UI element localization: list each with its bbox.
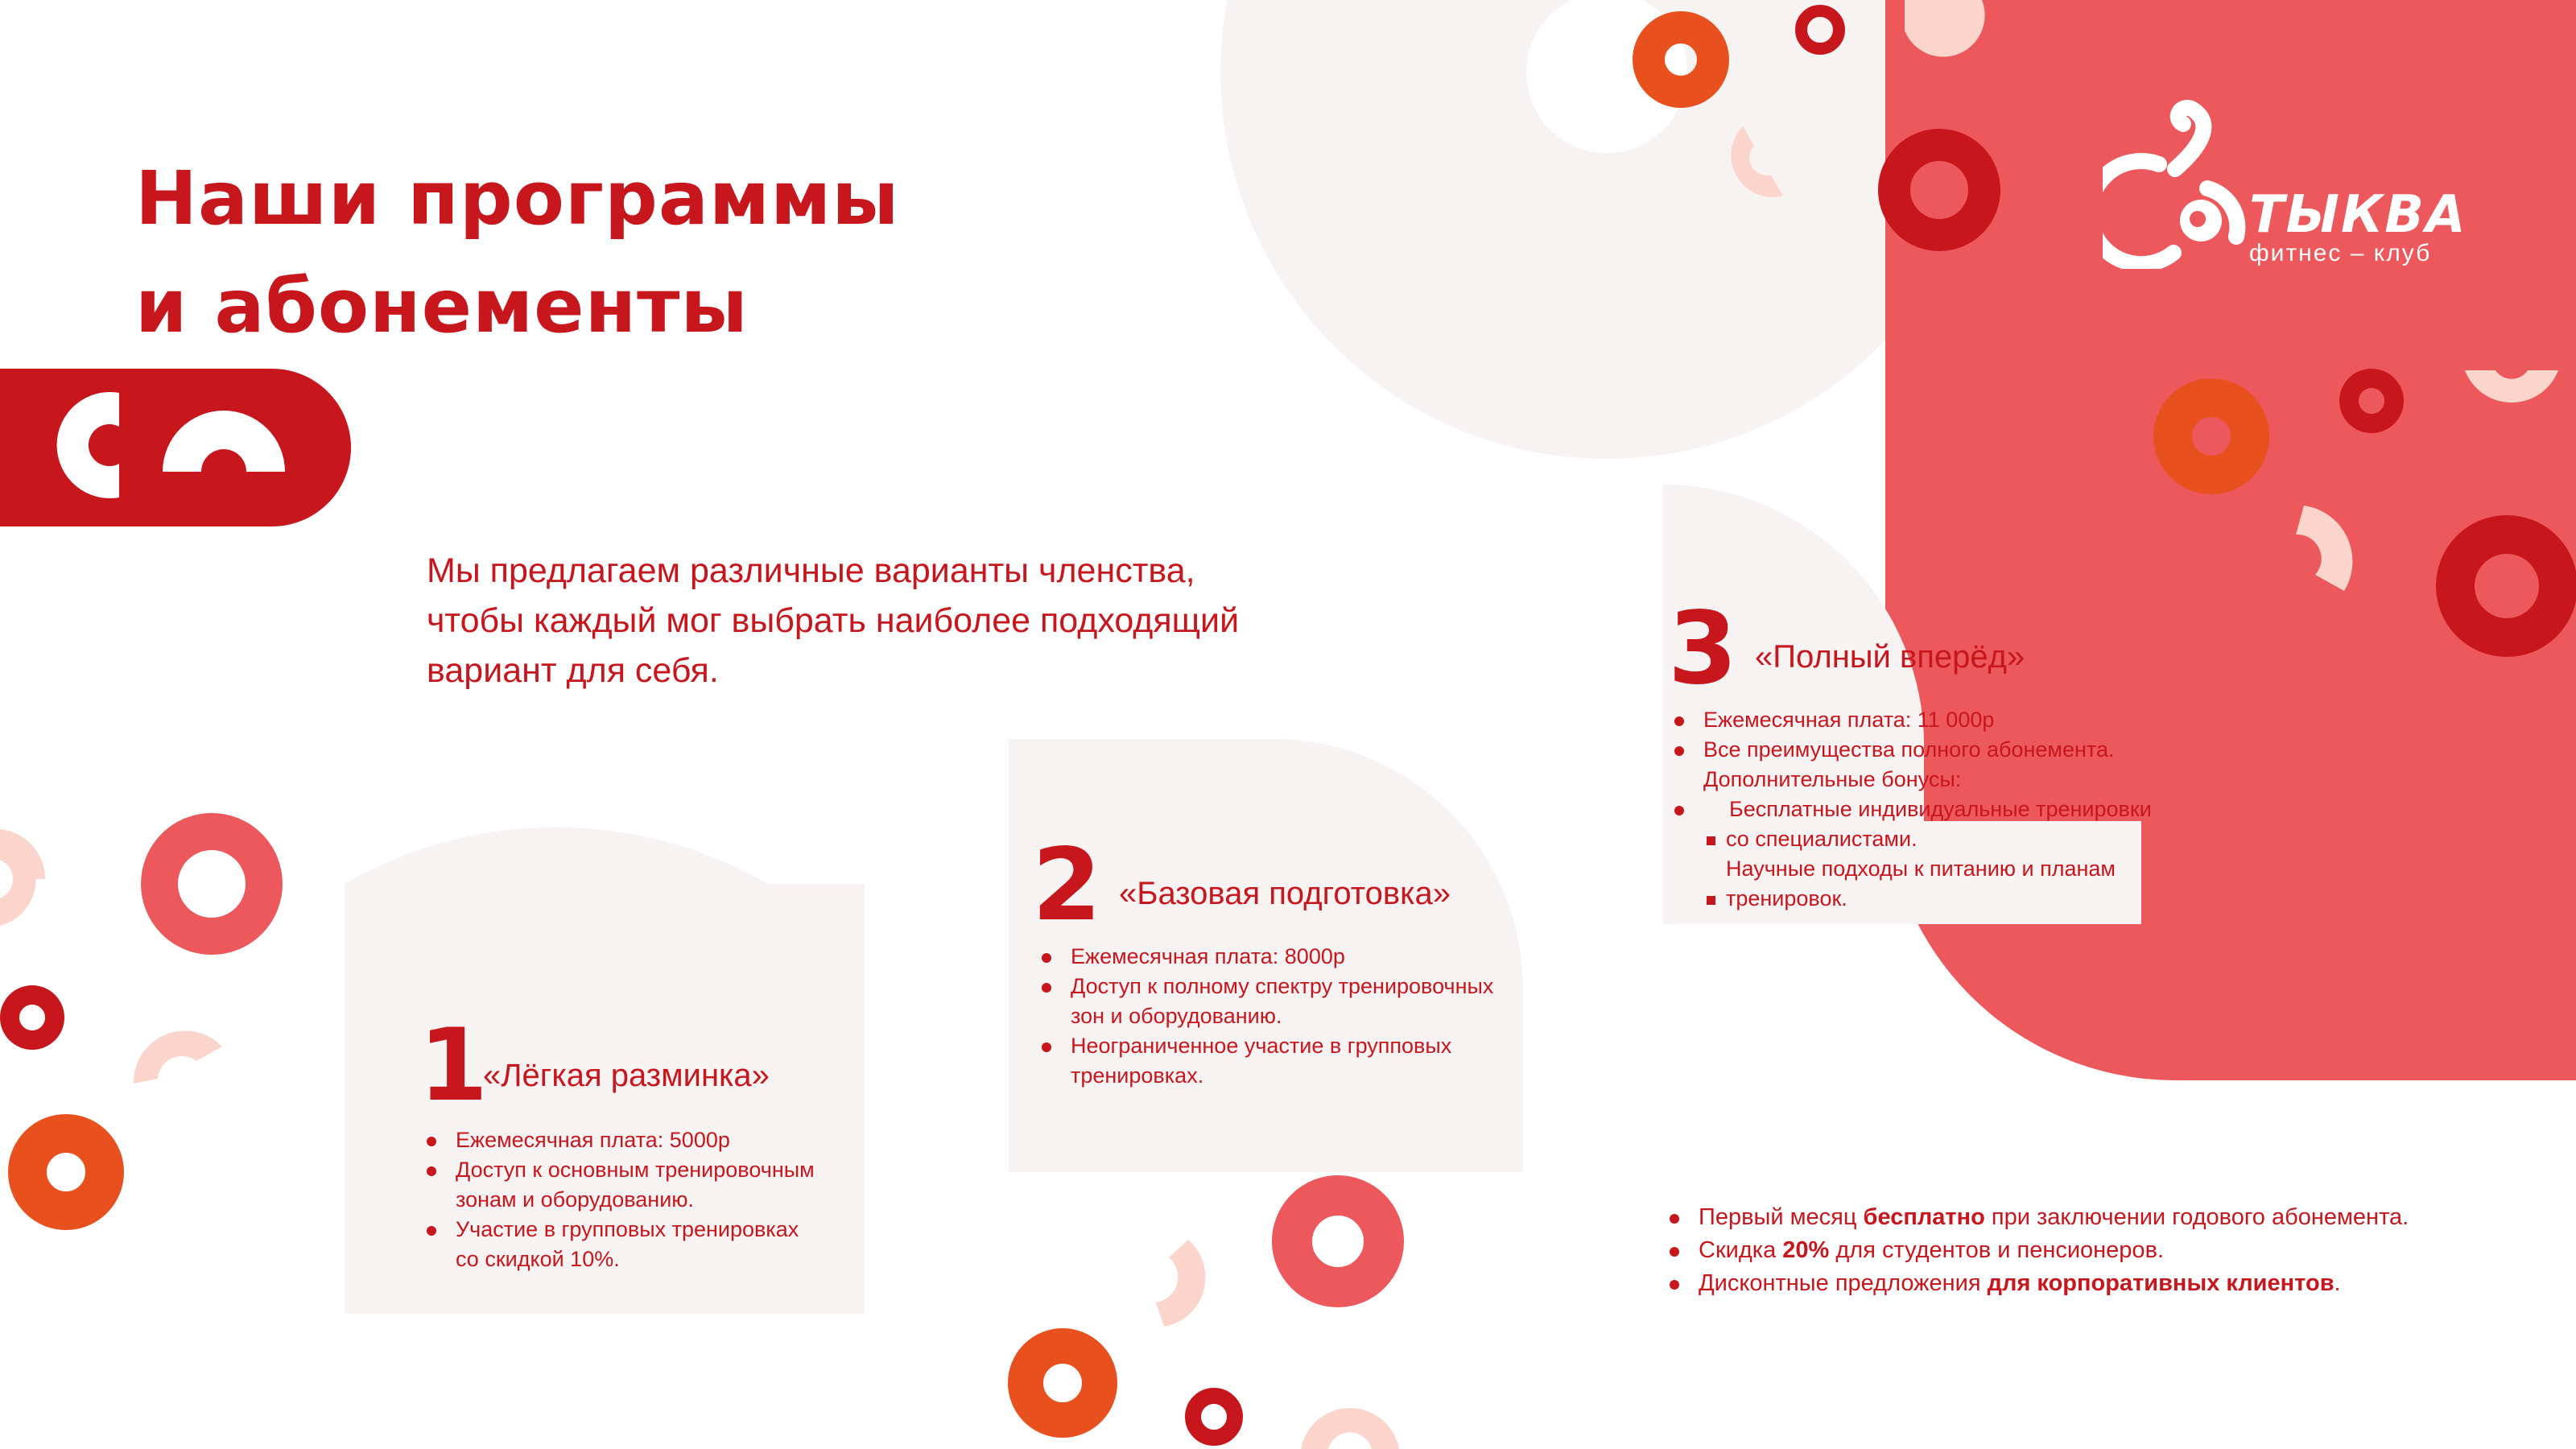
logo-name: ТЫКВА: [2249, 185, 2467, 245]
pumpkin-logo-icon: [2103, 100, 2272, 269]
offer-text: .: [2334, 1270, 2341, 1296]
plan-1-number: 1: [419, 1008, 489, 1124]
intro-line: вариант для себя.: [427, 651, 719, 690]
list-item: [1666, 1267, 2409, 1300]
offer-text: при заключении годового абонемента.: [1984, 1204, 2409, 1230]
pink-segment-decor-4: [2296, 506, 2352, 591]
list-item: Ежемесячная плата: 11 000р: [1671, 705, 2152, 735]
offer-highlight: бесплатно: [1863, 1204, 1985, 1230]
list-item: Доступ к основным тренировочным: [423, 1155, 815, 1185]
offer-text: Дисконтные предложения: [1699, 1270, 1988, 1296]
title-line-2: и абонементы: [135, 263, 749, 349]
offer-highlight: 20%: [1782, 1237, 1830, 1263]
offer-text: для студентов и пенсионеров.: [1829, 1237, 2165, 1263]
offer-text: Первый месяц: [1699, 1204, 1864, 1230]
page-title: [135, 145, 900, 361]
list-item: [1666, 1201, 2409, 1234]
pink-segment-decor-9: [1301, 1408, 1399, 1449]
plan-3-number: 3: [1668, 591, 1738, 707]
list-item: Все преимущества полного абонемента.: [1671, 735, 2152, 765]
list-item: Научные подходы к питанию и планам: [1726, 857, 2116, 881]
list-item: Ежемесячная плата: 8000р: [1038, 942, 1493, 972]
list-item: Участие в групповых тренировках: [423, 1215, 815, 1245]
plan-2-name: «Базовая подготовка»: [1119, 876, 1451, 911]
list-item: Ежемесячная плата: 5000р: [423, 1125, 815, 1155]
list-item: со скидкой 10%.: [456, 1247, 620, 1271]
list-item: тренировок.: [1671, 884, 2152, 914]
pink-segment-decor-3: [2465, 370, 2558, 402]
pink-segment-decor-2: [1716, 126, 1783, 211]
title-line-1: Наши программы: [135, 155, 900, 242]
intro-text: [427, 546, 1239, 696]
list-item: зонам и оборудованию.: [456, 1187, 695, 1212]
plan-1-name: «Лёгкая разминка»: [483, 1058, 770, 1093]
plan-3-features: [1671, 705, 2152, 914]
list-item: Доступ к полному спектру тренировочных: [1038, 972, 1493, 1001]
extra-offers: [1666, 1201, 2409, 1300]
logo-subtitle: фитнес – клуб: [2249, 240, 2432, 266]
plan-2-number: 2: [1032, 828, 1102, 943]
plan-1-features: [423, 1125, 815, 1274]
pink-segment-decor-8: [1156, 1240, 1205, 1327]
plan-3-name: «Полный вперёд»: [1755, 639, 2025, 675]
offer-highlight: для корпоративных клиентов: [1987, 1270, 2334, 1296]
pink-segment-decor-7: [134, 1030, 222, 1084]
pink-segment-decor-6: [0, 829, 45, 879]
offer-text: Скидка: [1699, 1237, 1783, 1263]
intro-line: Мы предлагаем различные варианты членства,: [427, 551, 1195, 590]
list-item: тренировках.: [1071, 1063, 1204, 1088]
list-item: [1666, 1234, 2409, 1267]
intro-line: чтобы каждый мог выбрать наиболее подходящий: [427, 601, 1240, 640]
list-item: Неограниченное участие в групповых: [1038, 1031, 1493, 1061]
list-item: Бесплатные индивидуальные тренировки: [1671, 795, 2152, 824]
plan-2-features: [1038, 942, 1493, 1091]
list-item: Дополнительные бонусы:: [1703, 767, 1962, 791]
pink-segment-decor-1: [1905, 0, 1985, 57]
list-item: зон и оборудованию.: [1071, 1004, 1282, 1028]
list-item: со специалистами.: [1671, 824, 2152, 854]
